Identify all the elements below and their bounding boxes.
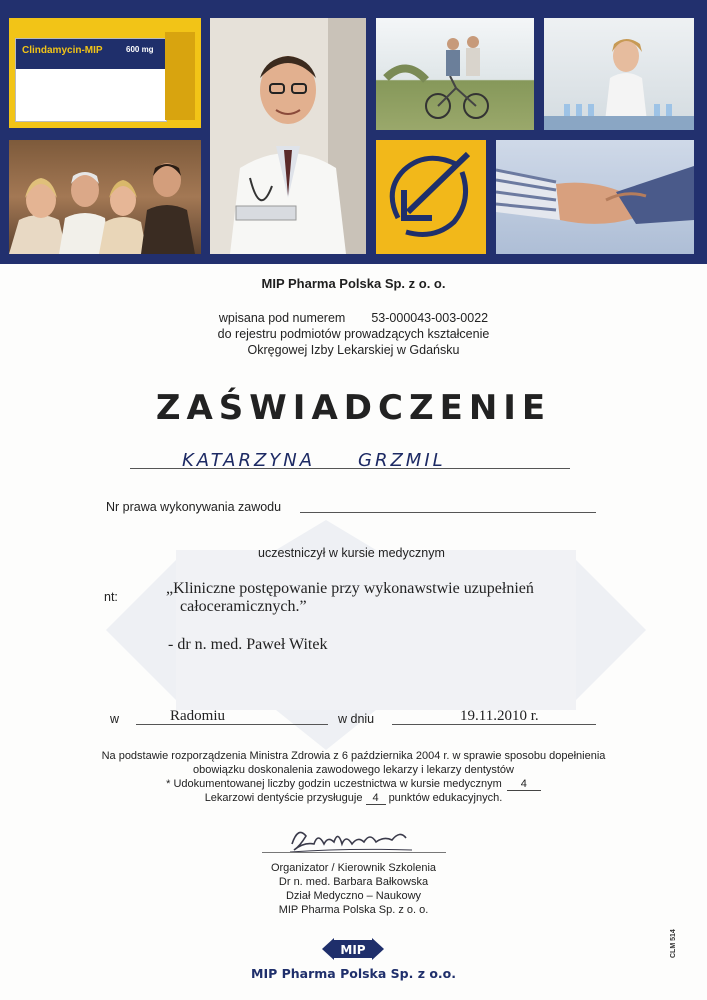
family-illustration (9, 140, 201, 254)
package-front (15, 38, 167, 122)
package-side (165, 32, 195, 120)
family-photo (9, 140, 201, 254)
cyclists-illustration (376, 18, 534, 130)
photo-banner (0, 0, 707, 264)
points-line (0, 792, 707, 805)
handshake-illustration (496, 140, 694, 254)
license-underline (300, 512, 596, 513)
registration-line-1 (0, 311, 707, 325)
signature-line (262, 852, 446, 853)
arrow-logo-tile (376, 140, 486, 254)
certificate-title: ZAŚWIADCZENIE (155, 388, 552, 428)
place-prefix: w (110, 712, 120, 726)
circle-arrow-icon (376, 140, 486, 254)
organizer-company: MIP Pharma Polska Sp. z o. o. (278, 904, 429, 916)
registration-line-2: do rejestru podmiotów prowadzących kształcenie (217, 327, 490, 341)
doctor-photo (210, 18, 366, 254)
cyclists-photo (376, 18, 534, 130)
points-prefix: Lekarzowi dentyście przysługuje (204, 792, 363, 804)
place-underline (136, 724, 328, 725)
place-value: Radomiu (170, 708, 225, 724)
participant-last-name: GRZMIL (358, 450, 446, 471)
participated-text: uczestniczył w kursie medycznym (258, 546, 445, 560)
topic-line-2: całoceramicznych.” (180, 598, 307, 615)
date-prefix: w dniu (338, 712, 375, 726)
handshake-photo (496, 140, 694, 254)
doctor-illustration (210, 18, 366, 254)
registration-prefix: wpisana pod numerem (218, 311, 346, 325)
lab-photo (544, 18, 694, 130)
license-label: Nr prawa wykonywania zawodu (106, 500, 282, 514)
package-name: Clindamycin-MIP (22, 45, 103, 56)
hours-line (0, 778, 707, 791)
participant-first-name: KATARZYNA (182, 450, 316, 471)
package-dose: 600 mg (126, 45, 154, 54)
mip-logo (320, 934, 386, 968)
hours-text: * Udokumentowanej liczby godzin uczestnictwa w kursie medycznym (166, 778, 502, 790)
organizer-department: Dział Medyczno – Naukowy (285, 890, 422, 902)
lab-illustration (544, 18, 694, 130)
bottom-company-name: MIP Pharma Polska Sp. z o.o. (251, 966, 456, 981)
lecturer: - dr n. med. Paweł Witek (168, 636, 328, 653)
points-value: 4 (366, 792, 386, 805)
organizer-name: Dr n. med. Barbara Bałkowska (278, 876, 429, 888)
mip-logo-icon (320, 934, 386, 964)
registration-line-3: Okręgowej Izby Lekarskiej w Gdańsku (247, 343, 460, 357)
logo-text: MIP (340, 943, 366, 957)
company-name: MIP Pharma Polska Sp. z o. o. (261, 276, 446, 291)
registration-number: 53-000043-003-0022 (371, 311, 489, 325)
points-suffix: punktów edukacyjnych. (388, 792, 503, 804)
hours-value: 4 (507, 778, 541, 791)
topic-label: nt: (104, 590, 118, 604)
topic-line-1: „Kliniczne postępowanie przy wykonawstwie uzupełnień (166, 580, 534, 597)
organizer-title: Organizator / Kierownik Szkolenia (270, 862, 437, 874)
document-code: CLM 514 (670, 929, 677, 958)
drug-package-photo (9, 18, 201, 128)
legal-line-2: obowiązku doskonalenia zawodowego lekarzy i lekarzy dentystów (192, 764, 514, 776)
date-value: 19.11.2010 r. (460, 708, 539, 724)
legal-line-1: Na podstawie rozporządzenia Ministra Zdrowia z 6 października 2004 r. w sprawie sposobu dopełnienia (101, 750, 606, 762)
